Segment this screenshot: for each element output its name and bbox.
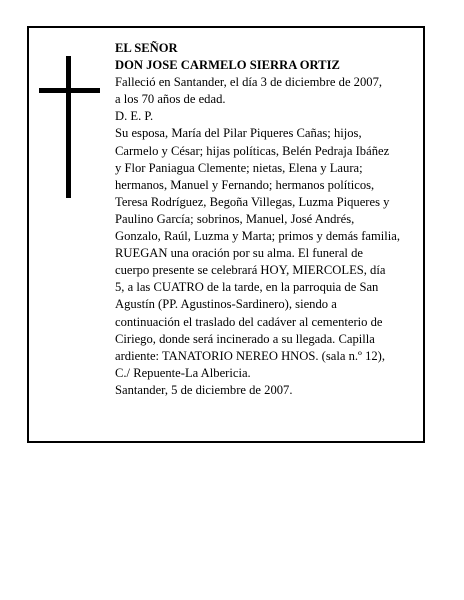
notice-line: Gonzalo, Raúl, Luzma y Marta; primos y demás familia, xyxy=(115,229,401,244)
notice-line: C./ Repuente-La Albericia. xyxy=(115,365,251,380)
notice-line: hermanos, Manuel y Fernando; hermanos políticos, xyxy=(115,177,375,192)
notice-line: 5, a las CUATRO de la tarde, en la parroquia de San xyxy=(115,280,379,295)
notice-line: Carmelo y César; hijas políticas, Belén Pedraja Ibáñez xyxy=(115,143,390,158)
notice-line: continuación el traslado del cadáver al cementerio de xyxy=(115,314,383,329)
notice-line: Su esposa, María del Pilar Piqueres Cañas; hijos, xyxy=(115,126,362,141)
notice-line: ardiente: TANATORIO NEREO HNOS. (sala n.º 12), xyxy=(115,348,386,363)
cross-icon xyxy=(39,56,101,198)
notice-line: a los 70 años de edad. xyxy=(115,92,226,107)
notice-line: D. E. P. xyxy=(115,109,154,124)
notice-text xyxy=(115,40,415,399)
notice-line: cuerpo presente se celebrará HOY, MIERCOLES, día xyxy=(115,263,386,278)
notice-line: RUEGAN una oración por su alma. El funeral de xyxy=(115,246,363,261)
notice-line: Ciriego, donde será incinerado a su llegada. Capilla xyxy=(115,331,375,346)
obituary-notice xyxy=(27,26,425,443)
notice-line: y Flor Paniagua Clemente; nietas, Elena y Laura; xyxy=(115,160,363,175)
notice-line: Teresa Rodríguez, Begoña Villegas, Luzma Piqueres y xyxy=(115,194,390,209)
notice-line: Agustín (PP. Agustinos-Sardinero), siendo a xyxy=(115,297,337,312)
cross-horizontal-bar xyxy=(39,88,100,93)
notice-line: Falleció en Santander, el día 3 de diciembre de 2007, xyxy=(115,75,383,90)
deceased-name: DON JOSE CARMELO SIERRA ORTIZ xyxy=(115,58,340,73)
notice-line: Paulino García; sobrinos, Manuel, José Andrés, xyxy=(115,211,355,226)
notice-date-line: Santander, 5 de diciembre de 2007. xyxy=(115,382,293,397)
notice-heading-title: EL SEÑOR xyxy=(115,41,178,55)
cross-vertical-bar xyxy=(66,56,71,198)
